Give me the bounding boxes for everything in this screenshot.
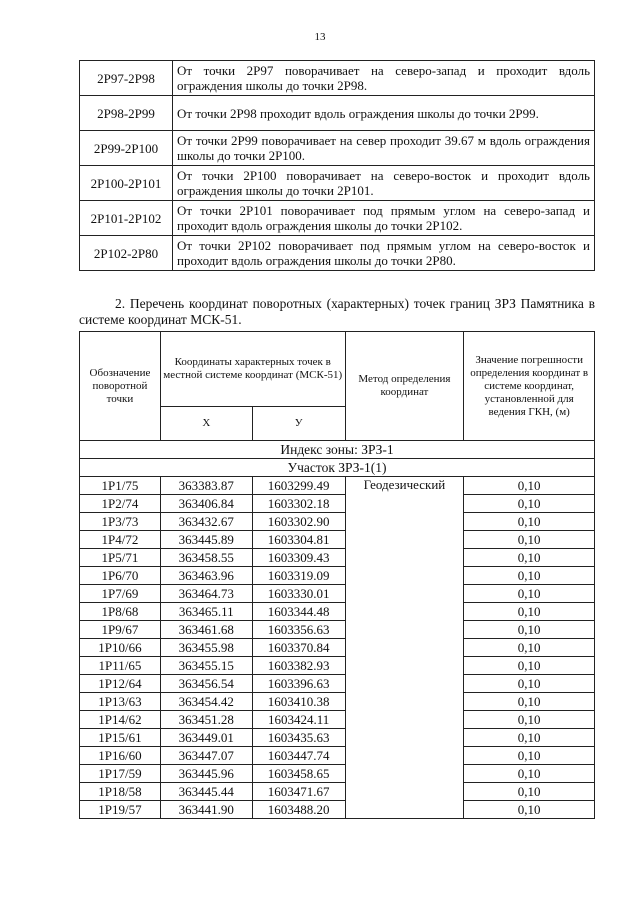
coordinate-row: [80, 783, 595, 801]
point-cell: 1Р14/62: [80, 711, 161, 729]
point-cell: 1Р12/64: [80, 675, 161, 693]
accuracy-cell: 0,10: [464, 711, 595, 729]
section-number: 2.: [115, 296, 126, 311]
y-cell: 1603382.93: [252, 657, 345, 675]
accuracy-cell: 0,10: [464, 801, 595, 819]
accuracy-cell: 0,10: [464, 675, 595, 693]
y-cell: 1603299.49: [252, 477, 345, 495]
y-cell: 1603370.84: [252, 639, 345, 657]
header-method: Метод определения координат: [345, 332, 464, 441]
y-cell: 1603488.20: [252, 801, 345, 819]
route-segment: 2Р98-2Р99: [80, 96, 173, 131]
accuracy-cell: 0,10: [464, 513, 595, 531]
route-table-body: [80, 61, 595, 271]
x-cell: 363458.55: [160, 549, 252, 567]
coordinate-row: [80, 513, 595, 531]
x-cell: 363456.54: [160, 675, 252, 693]
point-cell: 1Р3/73: [80, 513, 161, 531]
route-segment: 2Р100-2Р101: [80, 166, 173, 201]
x-cell: 363445.96: [160, 765, 252, 783]
accuracy-cell: 0,10: [464, 531, 595, 549]
route-segment: 2Р97-2Р98: [80, 61, 173, 96]
y-cell: 1603447.74: [252, 747, 345, 765]
x-cell: 363445.89: [160, 531, 252, 549]
route-segment: 2Р101-2Р102: [80, 201, 173, 236]
coordinate-row: [80, 711, 595, 729]
route-row: [80, 201, 595, 236]
coordinates-table-header: [80, 332, 595, 441]
accuracy-cell: 0,10: [464, 639, 595, 657]
x-cell: 363432.67: [160, 513, 252, 531]
x-cell: 363445.44: [160, 783, 252, 801]
x-cell: 363383.87: [160, 477, 252, 495]
x-cell: 363455.98: [160, 639, 252, 657]
zone-index-row: Индекс зоны: ЗРЗ-1: [80, 441, 595, 459]
y-cell: 1603304.81: [252, 531, 345, 549]
point-cell: 1Р5/71: [80, 549, 161, 567]
coordinate-row: [80, 567, 595, 585]
accuracy-cell: 0,10: [464, 567, 595, 585]
coordinate-row: [80, 549, 595, 567]
y-cell: 1603309.43: [252, 549, 345, 567]
x-cell: 363463.96: [160, 567, 252, 585]
accuracy-cell: 0,10: [464, 657, 595, 675]
accuracy-cell: 0,10: [464, 729, 595, 747]
coordinate-row: [80, 603, 595, 621]
route-description: От точки 2Р100 поворачивает на северо-восток и проходит вдоль ограждения школы до точки 2Р101.: [173, 166, 595, 201]
accuracy-cell: 0,10: [464, 747, 595, 765]
x-cell: 363455.15: [160, 657, 252, 675]
route-description-table: [79, 60, 595, 271]
point-cell: 1Р8/68: [80, 603, 161, 621]
accuracy-cell: 0,10: [464, 603, 595, 621]
y-cell: 1603424.11: [252, 711, 345, 729]
coordinate-row: [80, 477, 595, 495]
coordinate-row: [80, 531, 595, 549]
section-heading: [79, 296, 595, 328]
point-cell: 1Р16/60: [80, 747, 161, 765]
method-cell: Геодезический: [345, 477, 464, 819]
coordinates-table-body: [80, 441, 595, 819]
x-cell: 363449.01: [160, 729, 252, 747]
coordinate-row: [80, 675, 595, 693]
point-cell: 1Р18/58: [80, 783, 161, 801]
coordinate-row: [80, 585, 595, 603]
header-accuracy: Значение погрешности определения координат в системе координат, установленной для ведения ГКН, (м): [464, 332, 595, 441]
page-number: 13: [314, 31, 326, 43]
x-cell: 363441.90: [160, 801, 252, 819]
header-y: У: [252, 407, 345, 441]
x-cell: 363451.28: [160, 711, 252, 729]
coordinate-row: [80, 747, 595, 765]
y-cell: 1603330.01: [252, 585, 345, 603]
y-cell: 1603396.63: [252, 675, 345, 693]
y-cell: 1603302.90: [252, 513, 345, 531]
accuracy-cell: 0,10: [464, 783, 595, 801]
route-row: [80, 131, 595, 166]
coordinate-row: [80, 693, 595, 711]
accuracy-cell: 0,10: [464, 765, 595, 783]
point-cell: 1Р11/65: [80, 657, 161, 675]
route-description: От точки 2Р97 поворачивает на северо-запад и проходит вдоль ограждения школы до точки 2Р98.: [173, 61, 595, 96]
accuracy-cell: 0,10: [464, 495, 595, 513]
accuracy-cell: 0,10: [464, 621, 595, 639]
y-cell: 1603410.38: [252, 693, 345, 711]
point-cell: 1Р7/69: [80, 585, 161, 603]
point-cell: 1Р4/72: [80, 531, 161, 549]
point-cell: 1Р19/57: [80, 801, 161, 819]
coordinates-table: [79, 331, 595, 819]
accuracy-cell: 0,10: [464, 693, 595, 711]
section-title: Перечень координат поворотных (характерных) точек границ ЗРЗ Памятника в системе координат МСК-51.: [79, 296, 596, 327]
route-description: От точки 2Р102 поворачивает под прямым углом на северо-восток и проходит вдоль ограждения школы до точки 2Р80.: [173, 236, 595, 271]
route-row: [80, 96, 595, 131]
point-cell: 1Р2/74: [80, 495, 161, 513]
y-cell: 1603356.63: [252, 621, 345, 639]
coordinate-row: [80, 621, 595, 639]
y-cell: 1603435.63: [252, 729, 345, 747]
route-description: От точки 2Р99 поворачивает на север проходит 39.67 м вдоль ограждения школы до точки 2Р100.: [173, 131, 595, 166]
header-coords: Координаты характерных точек в местной системе координат (МСК-51): [160, 332, 345, 407]
coordinate-row: [80, 765, 595, 783]
y-cell: 1603471.67: [252, 783, 345, 801]
coordinate-row: [80, 801, 595, 819]
header-x: Х: [160, 407, 252, 441]
route-segment: 2Р102-2Р80: [80, 236, 173, 271]
x-cell: 363447.07: [160, 747, 252, 765]
point-cell: 1Р9/67: [80, 621, 161, 639]
x-cell: 363454.42: [160, 693, 252, 711]
point-cell: 1Р6/70: [80, 567, 161, 585]
point-cell: 1Р10/66: [80, 639, 161, 657]
y-cell: 1603458.65: [252, 765, 345, 783]
coordinate-row: [80, 729, 595, 747]
coordinate-row: [80, 495, 595, 513]
section-label-row: Участок ЗРЗ-1(1): [80, 459, 595, 477]
accuracy-cell: 0,10: [464, 585, 595, 603]
y-cell: 1603302.18: [252, 495, 345, 513]
accuracy-cell: 0,10: [464, 549, 595, 567]
x-cell: 363461.68: [160, 621, 252, 639]
point-cell: 1Р13/63: [80, 693, 161, 711]
coordinate-row: [80, 639, 595, 657]
x-cell: 363464.73: [160, 585, 252, 603]
route-description: От точки 2Р101 поворачивает под прямым углом на северо-запад и проходит вдоль ограждения школы до точки 2Р102.: [173, 201, 595, 236]
point-cell: 1Р17/59: [80, 765, 161, 783]
coordinate-row: [80, 657, 595, 675]
route-description: От точки 2Р98 проходит вдоль ограждения школы до точки 2Р99.: [173, 96, 595, 131]
route-row: [80, 166, 595, 201]
point-cell: 1Р1/75: [80, 477, 161, 495]
accuracy-cell: 0,10: [464, 477, 595, 495]
route-row: [80, 61, 595, 96]
route-row: [80, 236, 595, 271]
y-cell: 1603319.09: [252, 567, 345, 585]
header-point: Обозначение поворотной точки: [80, 332, 161, 441]
x-cell: 363406.84: [160, 495, 252, 513]
x-cell: 363465.11: [160, 603, 252, 621]
y-cell: 1603344.48: [252, 603, 345, 621]
point-cell: 1Р15/61: [80, 729, 161, 747]
route-segment: 2Р99-2Р100: [80, 131, 173, 166]
